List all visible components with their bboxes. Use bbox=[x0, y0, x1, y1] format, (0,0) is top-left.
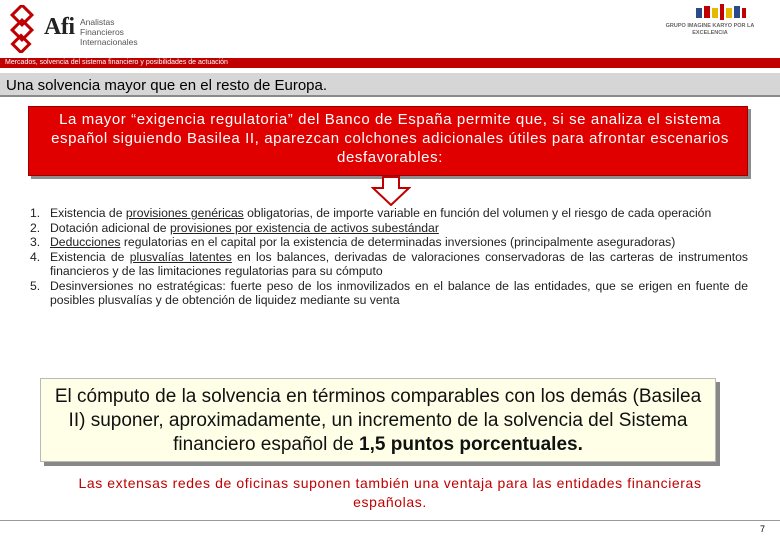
list-item-number: 3. bbox=[30, 235, 41, 249]
list-item-text-pre: Existencia de bbox=[50, 249, 130, 264]
list-item-text-pre: Desinversiones no estratégicas: fuerte peso de los inmovilizados en el balance de las entidades, que se erigen en fuente de posibles plusvalías y de obtención de liquidez mediante su venta bbox=[50, 278, 748, 307]
list-item-number: 2. bbox=[30, 220, 41, 235]
breadcrumb: Mercados, solvencia del sistema financiero y posibilidades de actuación bbox=[5, 59, 228, 66]
list-item bbox=[30, 235, 748, 250]
buffers-list bbox=[30, 206, 748, 308]
grupo-logo-text-content: GRUPO IMAGINE KARYO POR LA EXCELENCIA bbox=[665, 23, 755, 36]
list-item-text-post: en los balances, derivadas de valoraciones conservadoras de las carteras de instrumentos financieros y de las limitaciones regulatorias para su cómputo bbox=[50, 249, 748, 278]
list-item bbox=[30, 206, 748, 221]
list-item-number: 5. bbox=[30, 278, 41, 293]
down-arrow-icon bbox=[371, 176, 411, 206]
list-item-text-post: regulatorias en el capital por la existencia de determinadas inversiones (principalmente aseguradoras) bbox=[120, 235, 676, 249]
list-item bbox=[30, 221, 748, 236]
list-item bbox=[30, 250, 748, 279]
conclusion-text-bold: 1,5 puntos porcentuales. bbox=[359, 434, 583, 455]
list-item-underlined: Deducciones bbox=[50, 235, 121, 249]
conclusion-text bbox=[44, 385, 712, 457]
page-title: Una solvencia mayor que en el resto de Europa. bbox=[6, 77, 328, 94]
list-item-text-pre: Existencia de bbox=[50, 206, 126, 220]
afi-logo-subtitle: Analistas Financieros Internacionales bbox=[80, 17, 138, 47]
conclusion-text-normal: El cómputo de la solvencia en términos comparables con los demás (Basilea II) suponer, aproximadamente, un incremento de la solvencia del Sistema financiero español de bbox=[54, 386, 702, 455]
grupo-logo-icon bbox=[696, 4, 746, 22]
afi-logo-icon bbox=[6, 5, 40, 53]
list-item-number: 1. bbox=[30, 206, 41, 220]
grupo-logo-text bbox=[650, 23, 770, 36]
footer-divider bbox=[0, 520, 780, 521]
footer-note: Las extensas redes de oficinas suponen también una ventaja para las entidades financieras españolas. bbox=[78, 475, 702, 510]
list-item-number: 4. bbox=[30, 249, 41, 264]
list-item bbox=[30, 279, 748, 308]
list-item-underlined: provisiones por existencia de activos subestándar bbox=[169, 220, 439, 235]
page-number: 7 bbox=[760, 524, 766, 534]
list-item-underlined: plusvalías latentes bbox=[129, 249, 232, 264]
list-item-text-pre: Dotación adicional de bbox=[50, 220, 170, 235]
list-item-underlined: provisiones genéricas bbox=[125, 206, 244, 220]
afi-logo-text: Afi bbox=[44, 14, 75, 40]
list-item-text-post: obligatorias, de importe variable en función del volumen y el riesgo de cada operación bbox=[243, 206, 712, 220]
regulatory-callout-text: La mayor “exigencia regulatoria” del Banco de España permite que, si se analiza el sistema español siguiendo Basilea II, aparezcan colchones adicionales útiles para afrontar escenarios desfavorables: bbox=[51, 111, 729, 166]
